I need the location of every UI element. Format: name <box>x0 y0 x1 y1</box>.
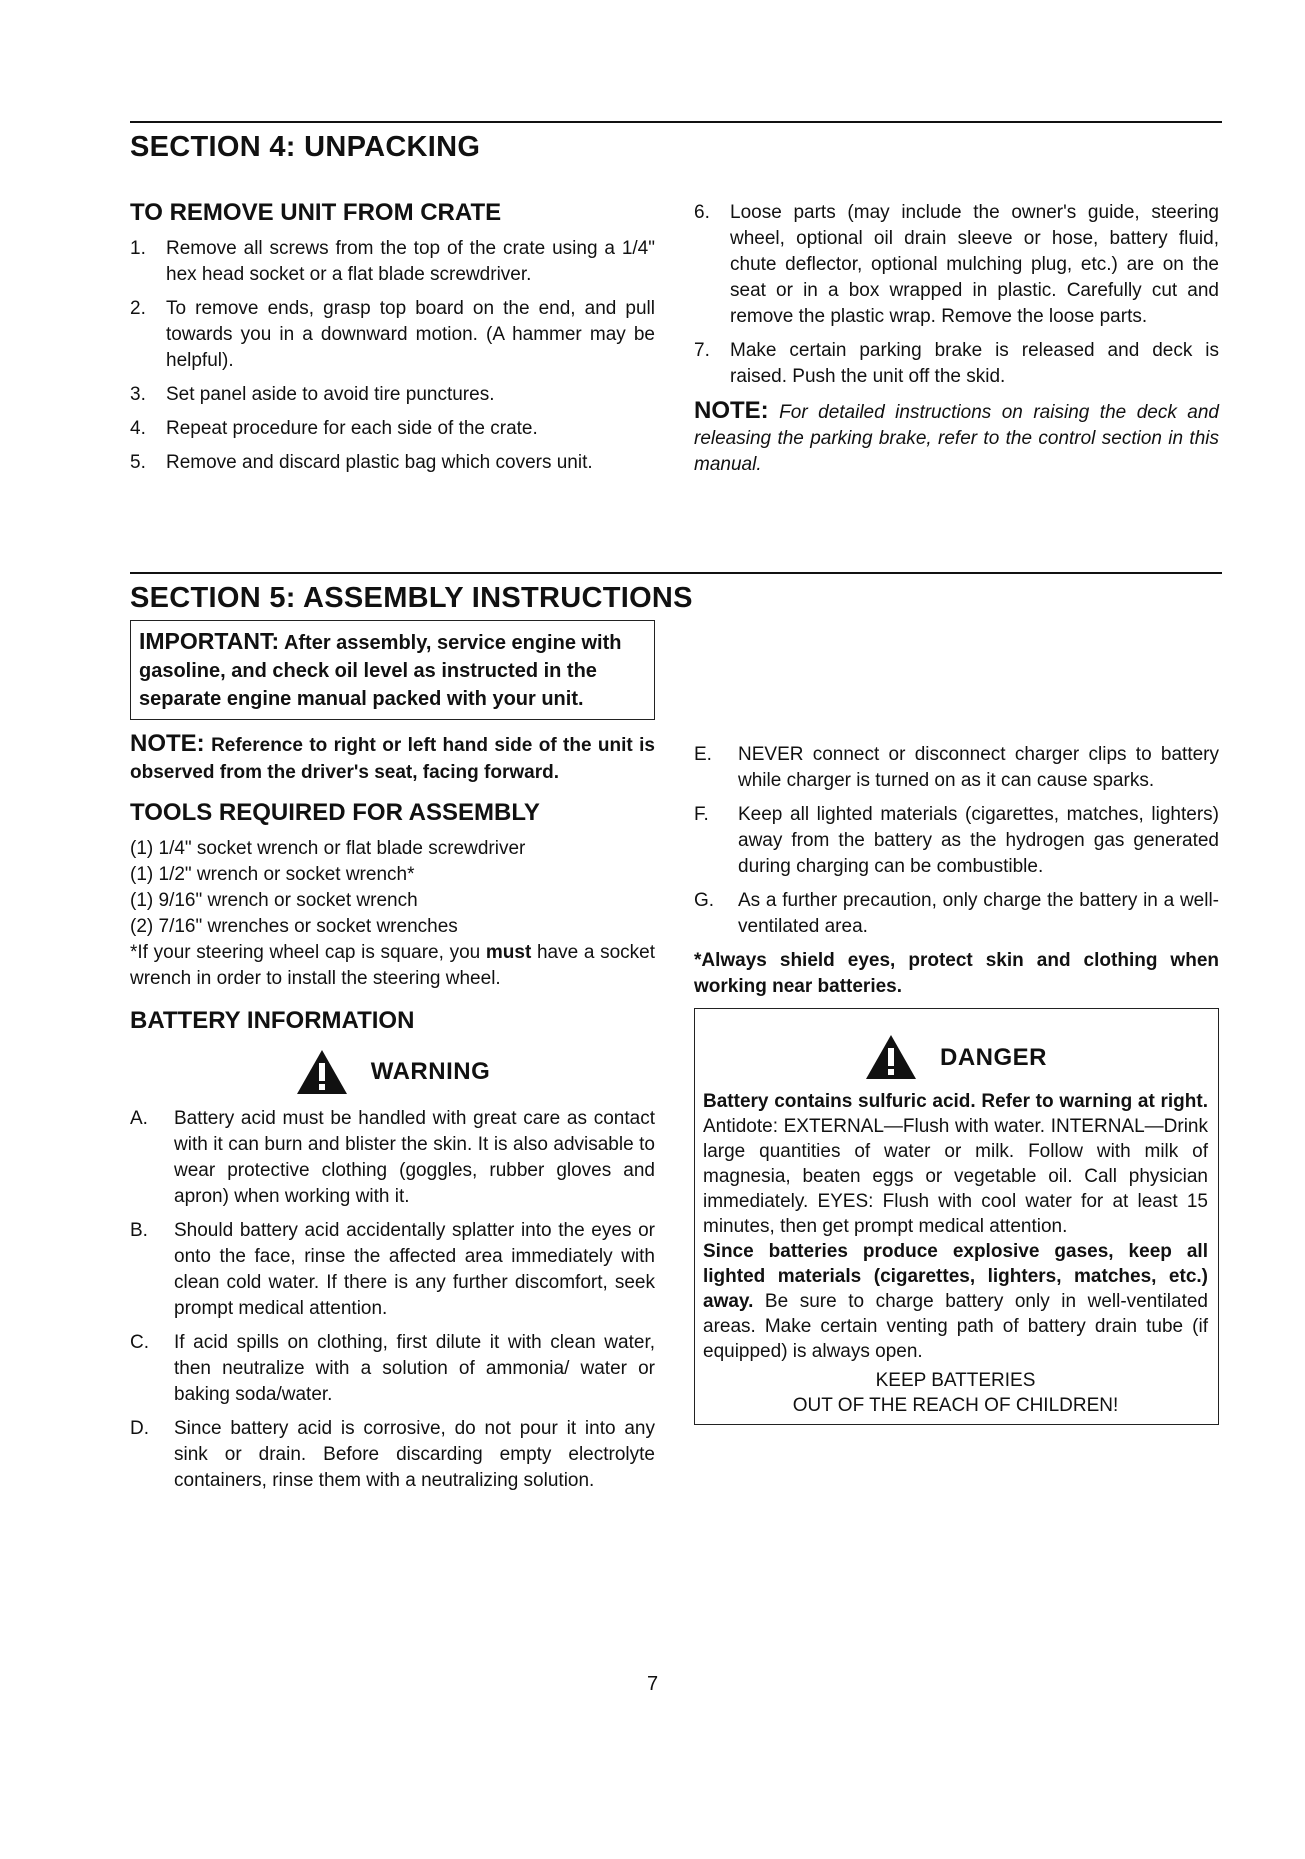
tools-heading: TOOLS REQUIRED FOR ASSEMBLY <box>130 799 540 826</box>
keep-batteries-line-2: OUT OF THE REACH OF CHILDREN! <box>792 1395 1119 1416</box>
important-box <box>130 620 655 720</box>
page-number: 7 <box>646 1673 659 1695</box>
list-item: F. Keep all lighted materials (cigarettes, matches, lighters) away from the battery as the hydrogen gas generated during charging can be combustible. <box>694 804 1219 877</box>
list-item: B. Should battery acid accidentally splatter into the eyes or onto the face, rinse the affected area immediately with clean cold water. If there is any further discomfort, seek prompt medical attention. <box>130 1220 655 1319</box>
unpacking-steps-right <box>694 200 1219 390</box>
warning-label: WARNING <box>370 1058 491 1085</box>
important-label: IMPORTANT: <box>139 628 280 654</box>
list-item: 5. Remove and discard plastic bag which covers unit. <box>130 452 593 473</box>
danger-box <box>694 1008 1219 1425</box>
note-text: For detailed instructions on raising the deck and releasing the parking brake, refer to the control section in this manual. <box>694 402 1220 475</box>
list-item: 2. To remove ends, grasp top board on the end, and pull towards you in a downward motion. (A hammer may be helpful). <box>130 298 655 371</box>
danger-label: DANGER <box>939 1043 1047 1071</box>
danger-paragraph-1: Battery contains sulfuric acid. Refer to warning at right. Antidote: EXTERNAL—Flush with water. INTERNAL—Drink large quantities of water or milk. Follow with milk of magnesia, beaten eggs or vegetable oil. Call physician immediately. EYES: Flush with cool water for at least 15 minutes, then get prompt medical attention. <box>703 1091 1208 1237</box>
list-item: 7. Make certain parking brake is released and deck is raised. Push the unit off the skid. <box>694 340 1219 387</box>
section5-right-column <box>694 742 1219 1425</box>
battery-info-heading: BATTERY INFORMATION <box>130 1007 415 1034</box>
section5-left-column <box>130 620 655 1502</box>
section4-right-column <box>694 200 1219 478</box>
note-text: Reference to right or left hand side of the unit is observed from the driver's seat, facing forward. <box>130 735 655 783</box>
list-item: 6. Loose parts (may include the owner's guide, steering wheel, optional oil drain sleeve or hose, battery fluid, chute deflector, optional mulching plug, etc.) are on the seat or in a box wrapped in plastic. Carefully cut and remove the plastic wrap. Remove the loose parts. <box>694 202 1219 327</box>
keep-batteries-line-1: KEEP BATTERIES <box>875 1370 1036 1391</box>
note-label: NOTE: <box>130 730 205 757</box>
list-item: E. NEVER connect or disconnect charger clips to battery while charger is turned on as it can cause sparks. <box>694 744 1219 791</box>
list-item: A. Battery acid must be handled with great care as contact with it can burn and blister the skin. It is also advisable to wear protective clothing (goggles, rubber gloves and apron) when working with it. <box>130 1108 655 1207</box>
section4-left-column <box>130 198 655 484</box>
must-emphasis: must <box>485 942 532 963</box>
shield-note: *Always shield eyes, protect skin and clothing when working near batteries. <box>694 950 1219 997</box>
warning-triangle-icon <box>864 1033 918 1081</box>
important-text: After assembly, service engine with gasoline, and check oil level as instructed in the separate engine manual packed with your unit. <box>139 632 622 710</box>
orientation-note <box>130 730 655 786</box>
section5-top-rule <box>130 572 1222 574</box>
tool-item: (2) 7/16" wrenches or socket wrenches <box>130 916 458 937</box>
list-item: D. Since battery acid is corrosive, do not pour it into any sink or drain. Before discarding empty electrolyte containers, rinse them with a neutralizing solution. <box>130 1418 655 1491</box>
tool-item: (1) 1/2" wrench or socket wrench* <box>130 864 415 885</box>
danger-paragraph-2: Since batteries produce explosive gases, keep all lighted materials (cigarettes, lighters, matches, etc.) away. Be sure to charge battery only in well-ventilated areas. Make certain venting path of battery drain tube (if equipped) is always open. <box>703 1241 1208 1362</box>
tool-item: (1) 9/16" wrench or socket wrench <box>130 890 418 911</box>
warning-triangle-icon <box>295 1048 349 1096</box>
section4-top-rule <box>130 121 1222 123</box>
tool-item: (1) 1/4" socket wrench or flat blade screwdriver <box>130 838 526 859</box>
section5-title: SECTION 5: ASSEMBLY INSTRUCTIONS <box>130 582 693 614</box>
list-item: C. If acid spills on clothing, first dilute it with clean water, then neutralize with a solution of ammonia/ water or baking soda/water. <box>130 1332 655 1405</box>
warning-header <box>130 1048 655 1096</box>
section4-title: SECTION 4: UNPACKING <box>130 131 481 163</box>
battery-warning-list-left <box>130 1106 655 1494</box>
list-item: 1. Remove all screws from the top of the crate using a 1/4" hex head socket or a flat blade screwdriver. <box>130 238 655 285</box>
remove-from-crate-heading: TO REMOVE UNIT FROM CRATE <box>130 199 502 226</box>
note-label: NOTE: <box>694 397 769 424</box>
list-item: 4. Repeat procedure for each side of the crate. <box>130 418 538 439</box>
battery-warning-list-right <box>694 742 1219 940</box>
list-item: G. As a further precaution, only charge the battery in a well-ventilated area. <box>694 890 1219 937</box>
danger-header <box>703 1033 1208 1081</box>
tools-footnote: *If your steering wheel cap is square, you must have a socket wrench in order to install the steering wheel. <box>130 942 655 989</box>
unpacking-steps-left <box>130 236 655 476</box>
list-item: 3. Set panel aside to avoid tire punctures. <box>130 384 495 405</box>
unpacking-note <box>694 398 1219 478</box>
